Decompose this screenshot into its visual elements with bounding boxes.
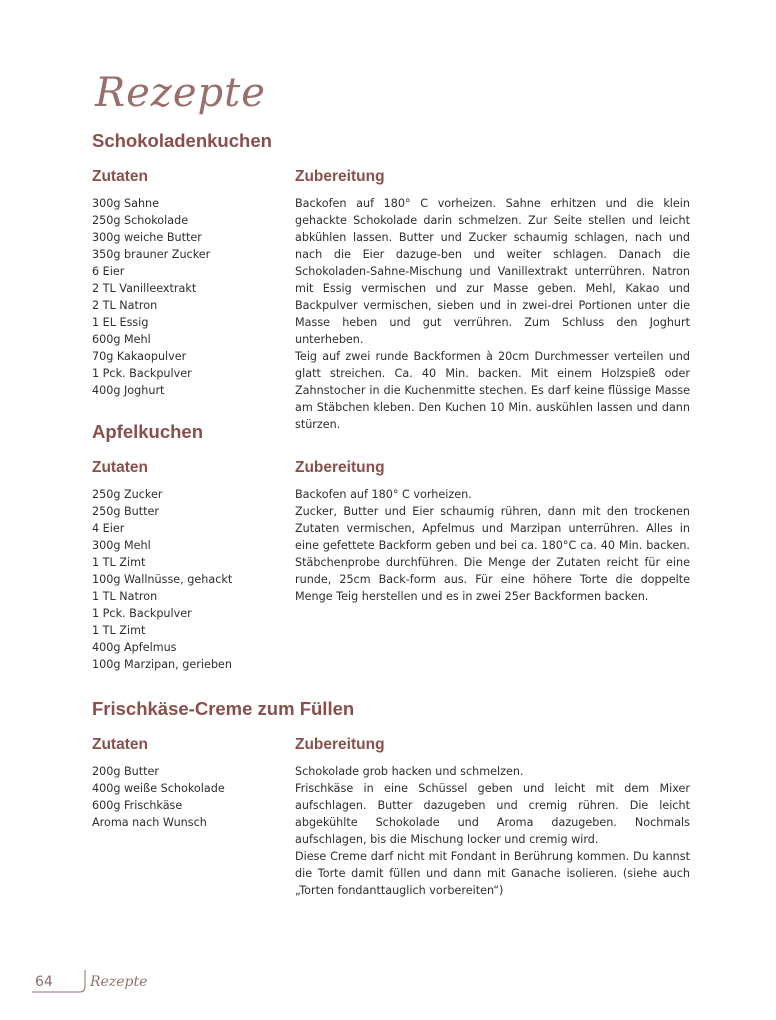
preparation-paragraph: Schokolade grob hacken und schmelzen.	[295, 765, 524, 778]
preparation-column	[295, 168, 690, 433]
ingredient-list	[92, 486, 282, 673]
preparation-column	[295, 736, 690, 899]
ingredient-item: 100g Wallnüsse, gehackt	[92, 573, 233, 586]
ingredient-item: 600g Frischkäse	[92, 799, 183, 812]
ingredient-item: 1 Pck. Backpulver	[92, 367, 192, 380]
recipe-frischkaese-creme	[92, 698, 692, 897]
ingredient-item: 250g Butter	[92, 505, 160, 518]
preparation-paragraph: Diese Creme darf nicht mit Fondant in Berührung kommen. Du kannst die Torte damit füllen und dann mit Ganache isolieren. (siehe auch „Torten fondanttauglich vorbereiten“)	[295, 850, 690, 897]
ingredients-column	[92, 168, 282, 399]
ingredient-item: 250g Schokolade	[92, 214, 189, 227]
preparation-heading: Zubereitung	[295, 168, 385, 185]
ingredient-item: 250g Zucker	[92, 488, 163, 501]
ingredient-item: 1 TL Zimt	[92, 556, 146, 569]
recipe-apfelkuchen	[92, 421, 692, 671]
ingredients-heading: Zutaten	[92, 736, 148, 753]
ingredient-item: 200g Butter	[92, 765, 160, 778]
page-title: Rezepte	[95, 70, 266, 116]
ingredient-item: 2 TL Vanilleextrakt	[92, 282, 197, 295]
recipe-title: Apfelkuchen	[92, 421, 204, 442]
ingredient-item: 100g Marzipan, gerieben	[92, 658, 232, 671]
ingredient-item: 400g Apfelmus	[92, 641, 177, 654]
ingredient-item: 1 EL Essig	[92, 316, 149, 329]
preparation-paragraph: Backofen auf 180° C vorheizen. Sahne erhitzen und die klein gehackte Schokolade darin schmelzen. Zur Seite stellen und leicht abkühlen lassen. Butter und Zucker schaumig schlagen, nach und nach die Eier dazuge-ben und weiter schlagen. Danach die Schokoladen-Sahne-Mischung und Vanillextrakt unterrühren. Natron mit Essig vermischen und zur Masse geben. Mehl, Kakao und Backpulver vermischen, sieben und in zwei-drei Portionen unter die Masse heben und gut verrühren. Zum Schluss den Joghurt unterheben.	[295, 197, 690, 346]
ingredient-item: 350g brauner Zucker	[92, 248, 211, 261]
preparation-paragraph: Frischkäse in eine Schüssel geben und leicht mit dem Mixer aufschlagen. Butter dazugeben und cremig rühren. Die leicht abgekühlte Schokolade und Aroma dazugeben. Nochmals aufschlagen, bis die Mischung locker und cremig wird.	[295, 782, 690, 846]
preparation-paragraph: Backofen auf 180° C vorheizen.	[295, 488, 472, 501]
ingredient-item: 70g Kakaopulver	[92, 350, 187, 363]
ingredient-item: 400g weiße Schokolade	[92, 782, 225, 795]
ingredients-heading: Zutaten	[92, 168, 148, 185]
preparation-column	[295, 459, 690, 605]
ingredient-item: 6 Eier	[92, 265, 125, 278]
footer-section-label: Rezepte	[90, 974, 148, 990]
preparation-heading: Zubereitung	[295, 736, 385, 753]
preparation-paragraph: Teig auf zwei runde Backformen à 20cm Durchmesser verteilen und glatt streichen. Ca. 40 Min. backen. Mit einem Holzspieß oder Zahnstocher in die Kuchenmitte stechen. Es darf keine flüssige Masse am Stäbchen kleben. Den Kuchen 10 Min. auskühlen lassen und dann stürzen.	[295, 350, 690, 431]
ingredient-item: 1 TL Natron	[92, 590, 158, 603]
ingredient-item: 300g Mehl	[92, 539, 151, 552]
preparation-heading: Zubereitung	[295, 459, 385, 476]
ingredients-heading: Zutaten	[92, 459, 148, 476]
ingredient-item: 300g weiche Butter	[92, 231, 202, 244]
recipe-title: Frischkäse-Creme zum Füllen	[92, 698, 355, 719]
ingredient-item: 400g Joghurt	[92, 384, 165, 397]
ingredient-item: 600g Mehl	[92, 333, 151, 346]
ingredient-item: Aroma nach Wunsch	[92, 816, 207, 829]
ingredient-item: 1 Pck. Backpulver	[92, 607, 192, 620]
recipe-title: Schokoladenkuchen	[92, 130, 272, 151]
ingredients-column	[92, 736, 282, 831]
ingredient-item: 2 TL Natron	[92, 299, 158, 312]
preparation-paragraph: Zucker, Butter und Eier schaumig rühren, dann mit den trockenen Zutaten vermischen, Apfelmus und Marzipan unterrühren. Alles in eine gefettete Backform geben und bei ca. 180°C ca. 40 Min. backen. Stäbchenprobe durchführen. Die Menge der Zutaten reicht für eine runde, 25cm Back-form aus. Für eine höhere Torte die doppelte Menge Teig herstellen und es in zwei 25er Backformen backen.	[295, 505, 690, 603]
recipe-schokoladenkuchen	[92, 130, 692, 431]
page-footer	[30, 968, 230, 1000]
ingredient-item: 1 TL Zimt	[92, 624, 146, 637]
ingredients-column	[92, 459, 282, 673]
ingredient-item: 300g Sahne	[92, 197, 160, 210]
ingredient-item: 4 Eier	[92, 522, 125, 535]
ingredient-list	[92, 195, 282, 399]
page-number: 64	[35, 974, 53, 990]
ingredient-list	[92, 763, 282, 831]
